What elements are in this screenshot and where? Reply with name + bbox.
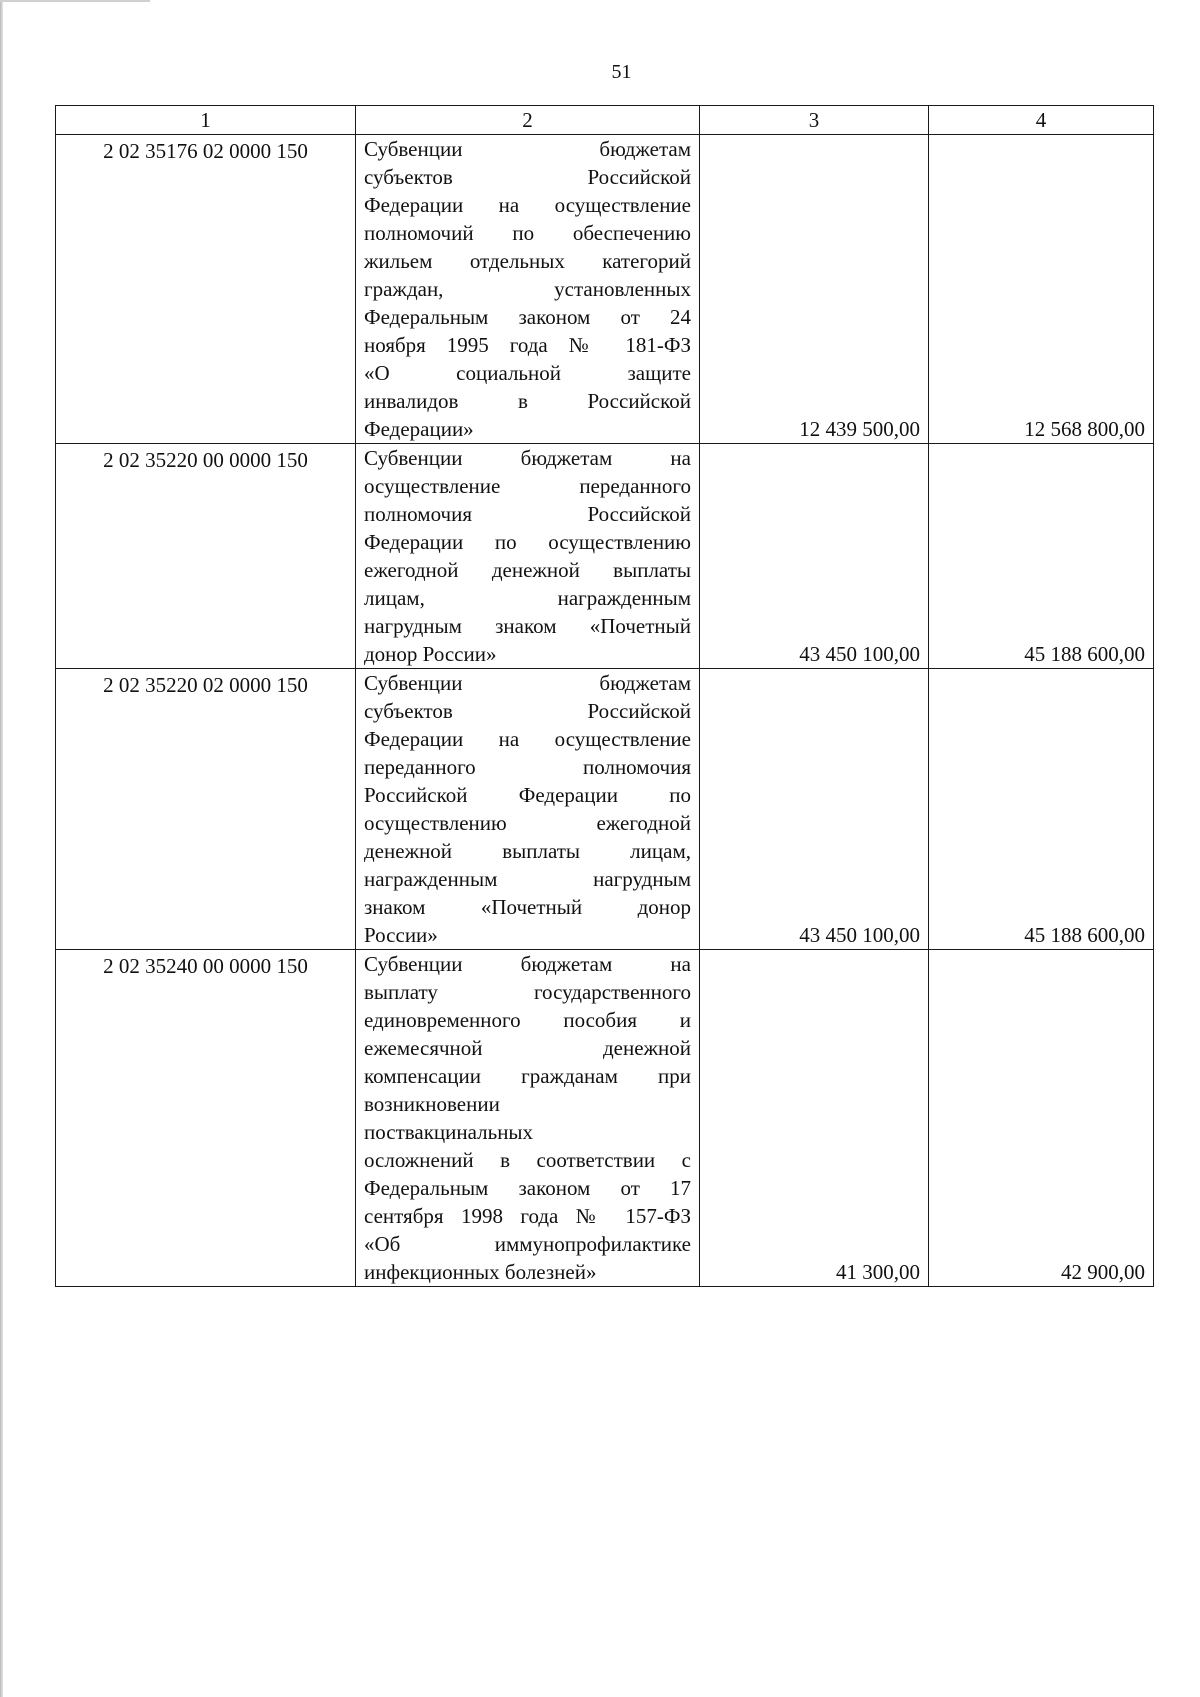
column-header: 2	[356, 106, 700, 135]
amount-col4: 45 188 600,00	[929, 444, 1154, 669]
scan-edge-top	[0, 0, 150, 2]
revenue-name-line: Федерации»	[364, 417, 474, 441]
revenue-name	[356, 669, 700, 950]
revenue-name-line: Субвенции бюджетам на	[364, 952, 691, 976]
revenue-name-line: нагрудным знаком «Почетный	[364, 614, 691, 638]
revenue-name-line: переданного полномочия	[364, 755, 691, 779]
revenue-name-line: Субвенции бюджетам	[364, 671, 691, 695]
revenue-name-line: Российской Федерации по	[364, 783, 691, 807]
amount-col3: 43 450 100,00	[700, 669, 929, 950]
revenue-name-line: Федерации на осуществление	[364, 727, 691, 751]
revenue-name-line: Федерации по осуществлению	[364, 530, 691, 554]
revenue-name-line: Федеральным законом от 17	[364, 1176, 691, 1200]
revenue-name-line: осложнений в соответствии с	[364, 1148, 691, 1172]
revenue-name-line: Федерации на осуществление	[364, 193, 691, 217]
revenue-name-line: знаком «Почетный донор	[364, 895, 691, 919]
table-row	[56, 950, 1154, 1287]
revenue-name-line: Субвенции бюджетам	[364, 137, 691, 161]
amount-col3: 12 439 500,00	[700, 135, 929, 444]
revenue-name-line: единовременного пособия и	[364, 1008, 691, 1032]
revenue-name-line: возникновении	[364, 1092, 500, 1116]
revenue-name-line: сентября 1998 года № 157-ФЗ	[364, 1204, 691, 1228]
scan-edge	[0, 0, 3, 1697]
revenue-name-line: жильем отдельных категорий	[364, 249, 691, 273]
revenue-name-line: инфекционных болезней»	[364, 1260, 597, 1284]
table-row	[56, 669, 1154, 950]
amount-col4: 12 568 800,00	[929, 135, 1154, 444]
header-row	[56, 106, 1154, 135]
budget-code: 2 02 35240 00 0000 150	[56, 950, 356, 1287]
revenue-name-line: осуществление переданного	[364, 474, 691, 498]
amount-col4: 42 900,00	[929, 950, 1154, 1287]
budget-code: 2 02 35220 02 0000 150	[56, 669, 356, 950]
revenue-name-line: поствакцинальных	[364, 1120, 534, 1144]
revenue-name-line: «Об иммунопрофилактике	[364, 1232, 691, 1256]
column-header: 4	[929, 106, 1154, 135]
amount-col3: 43 450 100,00	[700, 444, 929, 669]
revenue-name-line: субъектов Российской	[364, 165, 691, 189]
revenue-name	[356, 444, 700, 669]
revenue-name	[356, 950, 700, 1287]
revenue-name-line: компенсации гражданам при	[364, 1064, 691, 1088]
revenue-name-line: лицам, награжденным	[364, 586, 691, 610]
revenue-name-line: России»	[364, 923, 438, 947]
revenue-name	[356, 135, 700, 444]
revenue-name-line: Субвенции бюджетам на	[364, 446, 691, 470]
revenue-name-line: «О социальной защите	[364, 361, 691, 385]
revenue-name-line: полномочий по обеспечению	[364, 221, 691, 245]
revenue-name-line: полномочия Российской	[364, 502, 691, 526]
table-row	[56, 444, 1154, 669]
revenue-name-line: ежегодной денежной выплаты	[364, 558, 691, 582]
revenue-name-line: граждан, установленных	[364, 277, 691, 301]
revenue-name-line: ноября 1995 года № 181-ФЗ	[364, 333, 691, 357]
revenue-name-line: ежемесячной денежной	[364, 1036, 691, 1060]
amount-col4: 45 188 600,00	[929, 669, 1154, 950]
revenue-name-line: донор России»	[364, 642, 497, 666]
page-number: 51	[611, 61, 632, 83]
budget-code: 2 02 35176 02 0000 150	[56, 135, 356, 444]
amount-col3: 41 300,00	[700, 950, 929, 1287]
table-row	[56, 135, 1154, 444]
revenue-name-line: инвалидов в Российской	[364, 389, 691, 413]
column-header: 3	[700, 106, 929, 135]
revenue-name-line: награжденным нагрудным	[364, 867, 691, 891]
revenue-name-line: денежной выплаты лицам,	[364, 839, 691, 863]
revenue-name-line: выплату государственного	[364, 980, 691, 1004]
revenue-name-line: осуществлению ежегодной	[364, 811, 691, 835]
revenue-name-line: Федеральным законом от 24	[364, 305, 691, 329]
budget-code: 2 02 35220 00 0000 150	[56, 444, 356, 669]
column-header: 1	[56, 106, 356, 135]
revenue-name-line: субъектов Российской	[364, 699, 691, 723]
budget-table	[55, 105, 1154, 1287]
